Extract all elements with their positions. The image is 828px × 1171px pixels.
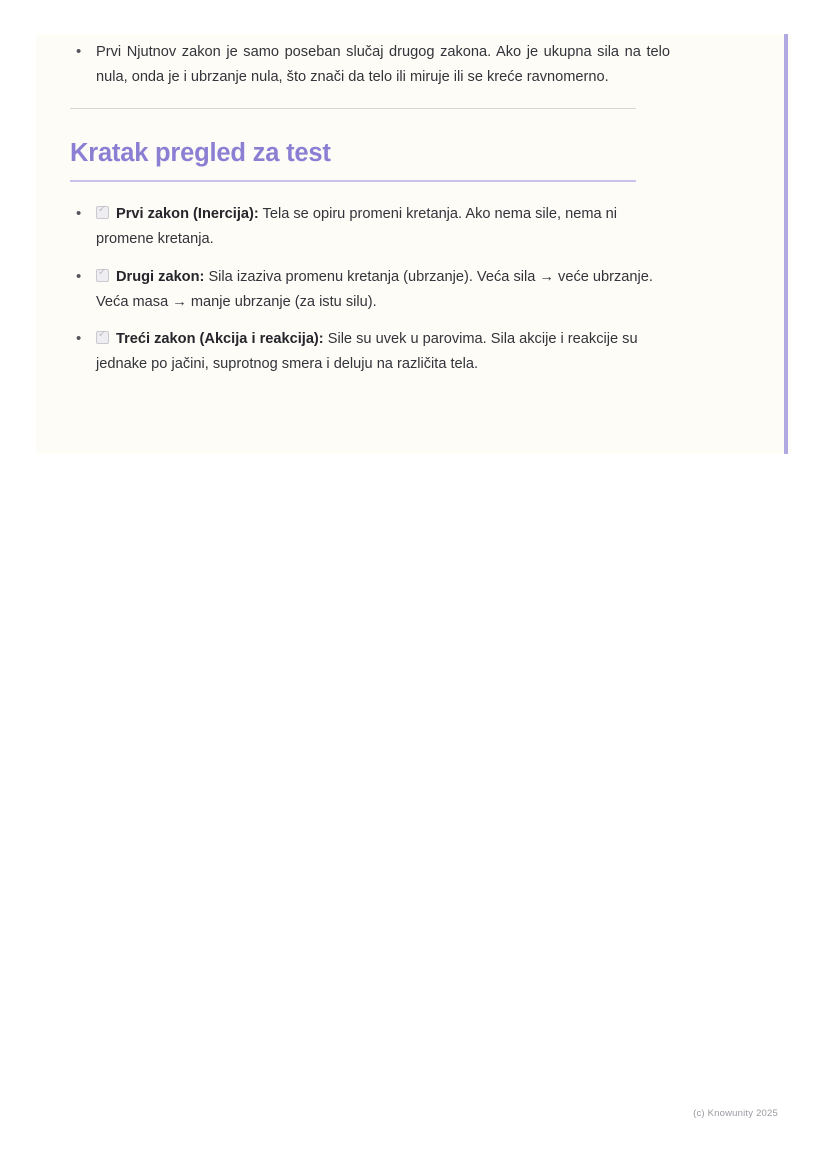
list-item	[70, 327, 670, 377]
list-item-lead: Treći zakon (Akcija i reakcija):	[116, 331, 324, 348]
checkbox-icon[interactable]	[96, 206, 109, 219]
copyright-footer: (c) Knowunity 2025	[693, 1108, 778, 1119]
checkbox-icon[interactable]	[96, 331, 109, 344]
list-item-lead: Prvi zakon (Inercija):	[116, 206, 259, 223]
list-item-text: Tela se opiru promeni kretanja. Ako nema sile, nema ni promene kretanja.	[96, 206, 618, 247]
document-page	[36, 34, 791, 454]
page-accent-strip	[784, 34, 788, 454]
list-item-lead: Drugi zakon:	[116, 268, 205, 285]
document-content	[70, 40, 670, 390]
list-item: • Prvi Njutnov zakon je samo poseban slučaj drugog zakona. Ako je ukupna sila na telo nula, onda je i ubrzanje nula, što znači da telo ili miruje ili se kreće ravnomerno.	[70, 40, 670, 90]
checkbox-icon[interactable]	[96, 269, 109, 282]
summary-checklist	[70, 202, 670, 377]
list-item-text: Sile su uvek u parovima. Sila akcije i reakcije su jednake po jačini, suprotnog smera i deluju na različita tela.	[96, 331, 638, 373]
section-title-underline	[70, 180, 636, 182]
section-divider	[70, 108, 636, 109]
list-item	[70, 202, 670, 252]
intro-bullet-list	[70, 40, 670, 90]
section-title: Kratak pregled za test	[70, 139, 331, 168]
list-item-text: Sila izaziva promenu kretanja (ubrzanje). Veća sila → veće ubrzanje. Veća masa → manje ubrzanje (za istu silu).	[96, 268, 653, 310]
list-item	[70, 265, 670, 315]
